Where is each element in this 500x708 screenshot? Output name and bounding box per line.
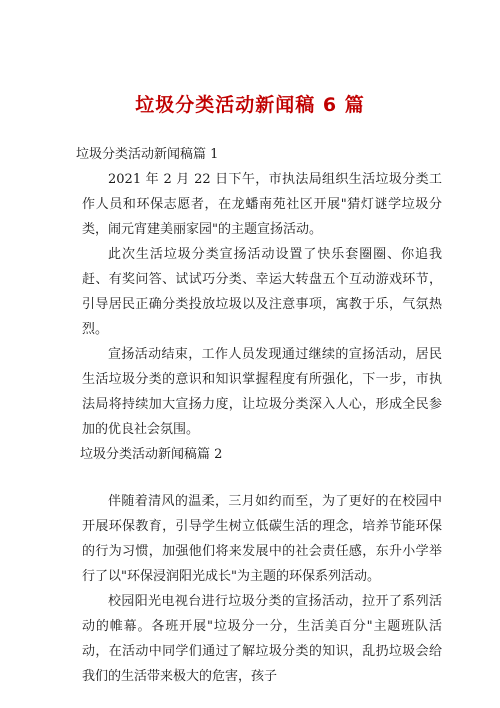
- section-1-paragraph-1: 2021 年 2 月 22 日下午，市执法局组织生活垃圾分类工作人员和环保志愿者，在龙蟠南苑社区开展"猜灯谜学垃圾分类，闹元宵建美丽家园"的主题宣扬活动。: [82, 172, 442, 237]
- document-title: 垃圾分类活动新闻稿 6 篇: [135, 94, 365, 116]
- section-1-paragraph-2: 此次生活垃圾分类宣扬活动设置了快乐套圈圈、你追我赶、有奖问答、试试巧分类、幸运大转盘五个互动游戏环节，引导居民正确分类投放垃圾以及注意事项，寓教于乐，气氛热烈。: [82, 247, 442, 337]
- document-body: [76, 142, 442, 689]
- section-2-paragraph-2: 校园阳光电视台进行垃圾分类的宣扬活动，拉开了系列活动的帷幕。各班开展"垃圾分一分，生活美百分"主题班队活动，在活动中同学们通过了解垃圾分类的知识，乱扔垃圾会给我们的生活带来极大的危害，孩子: [82, 594, 442, 684]
- section-1-heading: 垃圾分类活动新闻稿篇 1: [76, 147, 219, 162]
- section-2-heading: 垃圾分类活动新闻稿篇 2: [80, 447, 223, 462]
- section-1-paragraph-3: 宣扬活动结束，工作人员发现通过继续的宣扬活动，居民生活垃圾分类的意识和知识掌握程度有所强化，下一步，市执法局将持续加大宣扬力度，让垃圾分类深入人心，形成全民参加的优良社会氛围。: [82, 347, 442, 437]
- section-gap: [82, 467, 442, 489]
- section-2-paragraph-1: 伴随着清风的温柔，三月如约而至，为了更好的在校园中开展环保教育，引导学生树立低碳生活的理念，培养节能环保的行为习惯，加强他们将来发展中的社会责任感，东升小学举行了以"环保浸润阳光成长"为主题的环保系列活动。: [82, 494, 442, 584]
